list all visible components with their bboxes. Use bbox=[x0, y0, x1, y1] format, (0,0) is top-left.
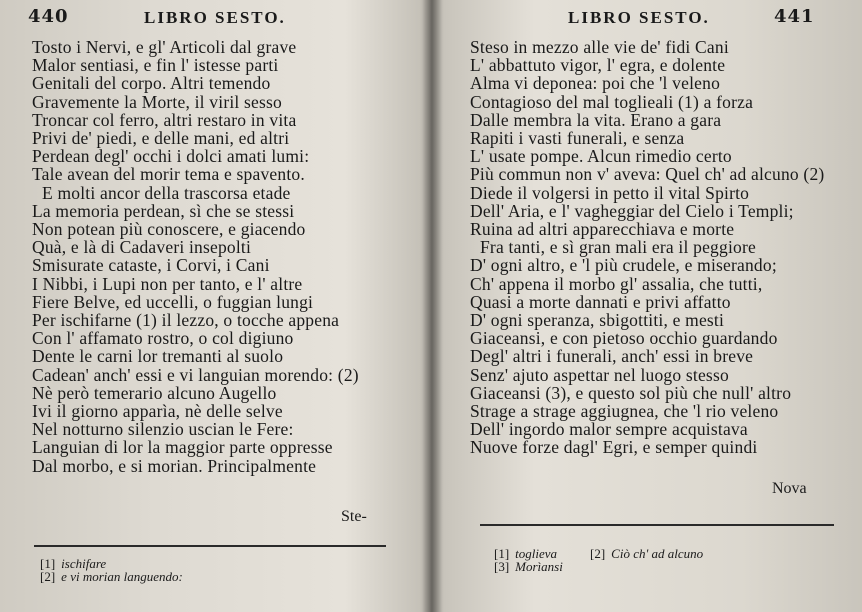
verse-line: D' ogni speranza, sbigottiti, e mesti bbox=[470, 310, 725, 331]
footnote-rule bbox=[34, 545, 386, 547]
verse-line: Dell' Aria, e l' vagheggiar del Cielo i Templi; bbox=[470, 200, 794, 221]
verse-line: Più commun non v' aveva: Quel ch' ad alcuno (2) bbox=[470, 164, 825, 185]
verse-line: Alma vi deponea: poi che 'l veleno bbox=[470, 73, 721, 94]
verse-line: Senz' ajuto aspettar nel luogo stesso bbox=[470, 364, 729, 385]
footnote-number: [1] bbox=[494, 546, 510, 561]
footnote-text: toglieva bbox=[515, 546, 558, 561]
verse-line: Strage a strage aggiugnea, che 'l rio veleno bbox=[470, 401, 779, 422]
footnote-text: e vi morian languendo: bbox=[61, 569, 183, 584]
verse-line: Quà, e là di Cadaveri insepolti bbox=[32, 237, 252, 258]
footnotes bbox=[40, 557, 183, 583]
verse-line: Tosto i Nervi, e gl' Articoli dal grave bbox=[32, 37, 297, 57]
running-head: LIBRO SESTO. bbox=[568, 8, 710, 27]
page-number: 440 bbox=[28, 6, 69, 27]
verse-line: Smisurate cataste, i Corvi, i Cani bbox=[32, 255, 270, 276]
verse-line: Ivi il giorno apparìa, nè delle selve bbox=[32, 401, 283, 422]
footnote bbox=[590, 547, 703, 560]
verse-line: Perdean degl' occhi i dolci amati lumi: bbox=[32, 146, 310, 167]
verse-line: Dal morbo, e si morian. Principalmente bbox=[32, 455, 317, 476]
verse-line: Per ischifarne (1) il lezzo, o tocche appena bbox=[32, 310, 340, 331]
verse-line: E molti ancor della trascorsa etade bbox=[42, 182, 291, 203]
verse-line: Dalle membra la vita. Erano a gara bbox=[470, 109, 722, 130]
verse-line: Gravemente la Morte, il viril sesso bbox=[32, 91, 282, 112]
verse-line: Fra tanti, e sì gran mali era il peggiore bbox=[480, 237, 756, 258]
verse-line: I Nibbi, i Lupi non per tanto, e l' altre bbox=[32, 273, 303, 294]
footnote-rule bbox=[480, 524, 834, 526]
verse-line: Nel notturno silenzio uscian le Fere: bbox=[32, 419, 294, 440]
verse-line: Nè però temerario alcuno Augello bbox=[32, 382, 277, 403]
catchword: Nova bbox=[772, 480, 807, 497]
verse-line: Dente le carni lor tremanti al suolo bbox=[32, 346, 284, 367]
verse-line: Giaceansi (3), e questo sol più che null' altro bbox=[470, 382, 792, 403]
verse-line: Cadean' anch' essi e vi languian morendo: (2) bbox=[32, 364, 359, 385]
verse-line: Ruina ad altri apparecchiava e morte bbox=[470, 219, 735, 240]
verse-line: Fiere Belve, ed uccelli, o fuggian lungi bbox=[32, 291, 314, 312]
running-head: LIBRO SESTO. bbox=[144, 8, 286, 27]
verse-line: La memoria perdean, sì che se stessi bbox=[32, 200, 295, 221]
verse-line: Contagioso del mal toglieali (1) a forza bbox=[470, 91, 754, 112]
catchword: Ste- bbox=[341, 508, 367, 525]
verse-line: L' usate pompe. Alcun rimedio certo bbox=[470, 146, 732, 167]
footnote bbox=[494, 560, 563, 573]
footnote-number: [1] bbox=[40, 556, 56, 571]
verse-line: L' abbattuto vigor, l' egra, e dolente bbox=[470, 55, 726, 76]
verse-line: Languian di lor la maggior parte oppresse bbox=[32, 437, 333, 458]
verse-line: Nuove forze dagl' Egri, e semper quindi bbox=[470, 437, 758, 458]
verse-line: Non potean più conoscere, e giacendo bbox=[32, 219, 306, 240]
verse-line: Troncar col ferro, altri restaro in vita bbox=[32, 109, 297, 130]
verse-line: Tale avean del morir tema e spavento. bbox=[32, 164, 305, 185]
footnote bbox=[40, 570, 183, 583]
right-page bbox=[432, 0, 862, 612]
left-page bbox=[0, 0, 428, 612]
footnote-text: Morìansi bbox=[515, 559, 563, 574]
verse-line: D' ogni altro, e 'l più crudele, e miserando; bbox=[470, 255, 777, 276]
verse-lines bbox=[32, 38, 392, 475]
verse-line: Steso in mezzo alle vie de' fidi Cani bbox=[470, 37, 729, 57]
footnote-number: [2] bbox=[40, 569, 56, 584]
verse-line: Malor sentiasi, e fin l' istesse parti bbox=[32, 55, 279, 76]
verse-line: Giaceansi, e con pietoso occhio guardando bbox=[470, 328, 778, 349]
footnote-text: ischifare bbox=[61, 556, 107, 571]
verse-line: Rapiti i vasti funerali, e senza bbox=[470, 128, 685, 149]
verse-line: Con l' affamato rostro, o col digiuno bbox=[32, 328, 294, 349]
footnote-number: [2] bbox=[590, 546, 606, 561]
verse-line: Ch' appena il morbo gl' assalia, che tutti, bbox=[470, 273, 763, 294]
footnote-text: Ciò ch' ad alcuno bbox=[611, 546, 704, 561]
verse-line: Quasi a morte dannati e privi affatto bbox=[470, 291, 731, 312]
footnote-number: [3] bbox=[494, 559, 510, 574]
verse-lines bbox=[470, 38, 850, 457]
verse-line: Genitali del corpo. Altri temendo bbox=[32, 73, 271, 94]
verse-line: Privi de' piedi, e delle mani, ed altri bbox=[32, 128, 290, 149]
verse-line: Degl' altri i funerali, anch' essi in breve bbox=[470, 346, 754, 367]
verse-line: Dell' ingordo malor sempre acquistava bbox=[470, 419, 748, 440]
footnotes bbox=[494, 546, 704, 574]
page-number: 441 bbox=[774, 6, 815, 27]
verse-line: Diede il volgersi in petto il vital Spirto bbox=[470, 182, 750, 203]
